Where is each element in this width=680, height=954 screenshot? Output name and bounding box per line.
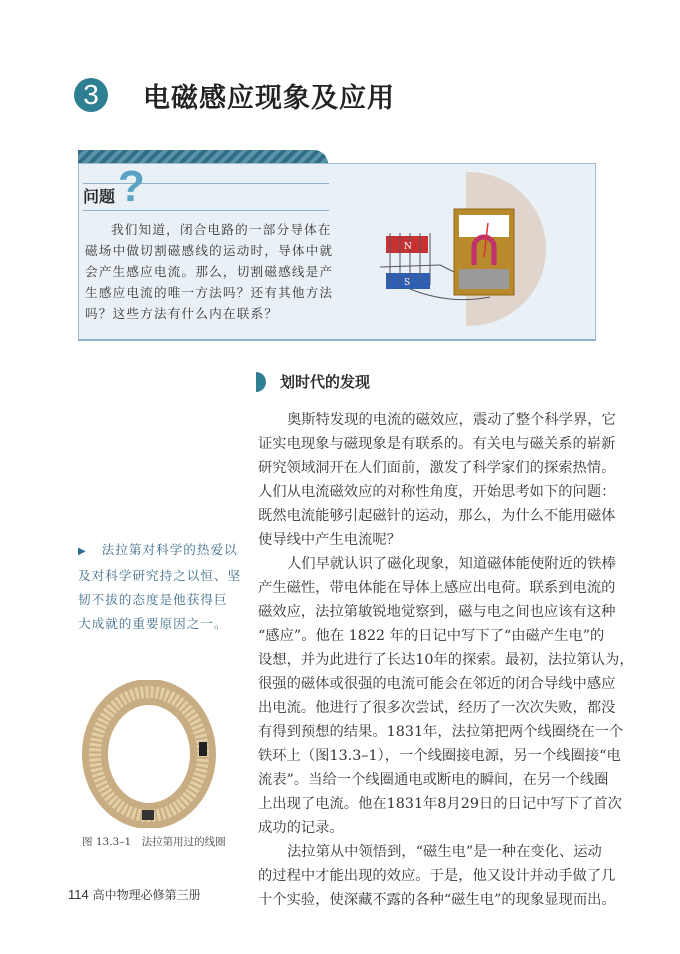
section-title: 电磁感应现象及应用 xyxy=(143,83,395,114)
text-line: 人们从电流磁效应的对称性角度，开始思考如下的问题： xyxy=(258,484,616,500)
note-text: 法拉第对科学的热爱以 xyxy=(101,542,238,557)
question-label: 问题 xyxy=(83,187,116,206)
text-line: 流表”。当给一个线圈通电或断电的瞬间，在另一个线圈 xyxy=(258,772,609,788)
text-line: 出电流。他进行了很多次尝试，经历了一次次失败，都没 xyxy=(258,700,616,716)
question-line: 磁场中做切割磁感线的运动时，导体中就 xyxy=(85,243,334,258)
text-line: 产生磁性，带电体能在导体上感应出电荷。联系到电流的 xyxy=(258,580,616,596)
text-line: 人们早就认识了磁化现象，知道磁体能使附近的铁棒 xyxy=(287,556,616,572)
coil-ring-drawing xyxy=(82,680,216,828)
question-line: 我们知道，闭合电路的一部分导体在 xyxy=(111,222,332,237)
subsection-title: 划时代的发现 xyxy=(280,373,371,391)
south-label: S xyxy=(404,278,411,288)
north-label: N xyxy=(404,242,412,252)
page-footer xyxy=(68,886,201,903)
question-line: 会产生感应电流。那么，切割磁感线是产 xyxy=(85,264,334,279)
paragraph xyxy=(258,408,616,552)
question-mark-icon: ? xyxy=(118,162,145,211)
text-line: 很强的磁体或很强的电流可能会在邻近的闭合导线中感应 xyxy=(258,676,616,692)
text-line: 成功的记录。 xyxy=(258,820,344,836)
paragraph xyxy=(258,552,634,840)
side-note xyxy=(78,538,241,636)
text-line: 证实电现象与磁现象是有联系的。有关电与磁关系的崭新 xyxy=(258,436,616,452)
section-number-badge: 3 xyxy=(74,78,108,112)
figure-drawing xyxy=(380,205,520,305)
triangle-bullet-icon: ▶ xyxy=(78,546,87,557)
body-text xyxy=(258,408,634,912)
text-line: 既然电流能够引起磁针的运动，那么，为什么不能用磁体 xyxy=(258,508,616,524)
note-line: 韧不拔的态度是他获得巨 xyxy=(78,592,228,607)
note-line: 大成就的重要原因之一。 xyxy=(78,616,228,631)
text-line: 奥斯特发现的电流的磁效应，震动了整个科学界，它 xyxy=(287,412,616,428)
question-box-header-band xyxy=(78,150,328,164)
subsection-marker-icon xyxy=(256,372,266,392)
question-line: 吗？这些方法有什么内在联系？ xyxy=(85,306,279,321)
text-line: 使导线中产生电流呢？ xyxy=(258,532,401,548)
book-title: 高中物理必修第三册 xyxy=(92,888,201,902)
paragraph xyxy=(258,840,616,912)
question-line: 生感应电流的唯一方法吗？还有其他方法 xyxy=(85,285,334,300)
text-line: 法拉第从中领悟到，“磁生电”是一种在变化、运动 xyxy=(287,844,602,860)
question-text xyxy=(85,219,333,324)
page-number: 114 xyxy=(68,887,89,902)
text-line: 设想，并为此进行了长达10年的探索。最初，法拉第认为， xyxy=(258,652,634,668)
text-line: 的过程中才能出现的效应。于是，他又设计并动手做了几 xyxy=(258,868,616,884)
text-line: 铁环上（图13.3–1），一个线圈接电源，另一个线圈接“电 xyxy=(258,748,621,764)
text-line: 研究领域洞开在人们面前，激发了科学家们的探索热情。 xyxy=(258,460,616,476)
note-line xyxy=(78,538,241,564)
note-line: 及对科学研究持之以恒、坚 xyxy=(78,568,242,583)
faraday-coil-figure xyxy=(82,680,216,828)
text-line: 有得到预想的结果。1831年，法拉第把两个线圈绕在一个 xyxy=(258,724,624,740)
text-line: 上出现了电流。他在1831年8月29日的日记中写下了首次 xyxy=(258,796,622,812)
text-line: 磁效应，法拉第敏锐地觉察到，磁与电之间也应该有这种 xyxy=(258,604,616,620)
magnet-galvanometer-figure xyxy=(380,205,520,305)
text-line: “感应”。他在 1822 年的日记中写下了“由磁产生电”的 xyxy=(258,628,605,644)
text-line: 十个实验，使深藏不露的各种“磁生电”的现象显现而出。 xyxy=(258,892,616,908)
figure-caption: 图 13.3–1 法拉第用过的线圈 xyxy=(82,836,226,848)
